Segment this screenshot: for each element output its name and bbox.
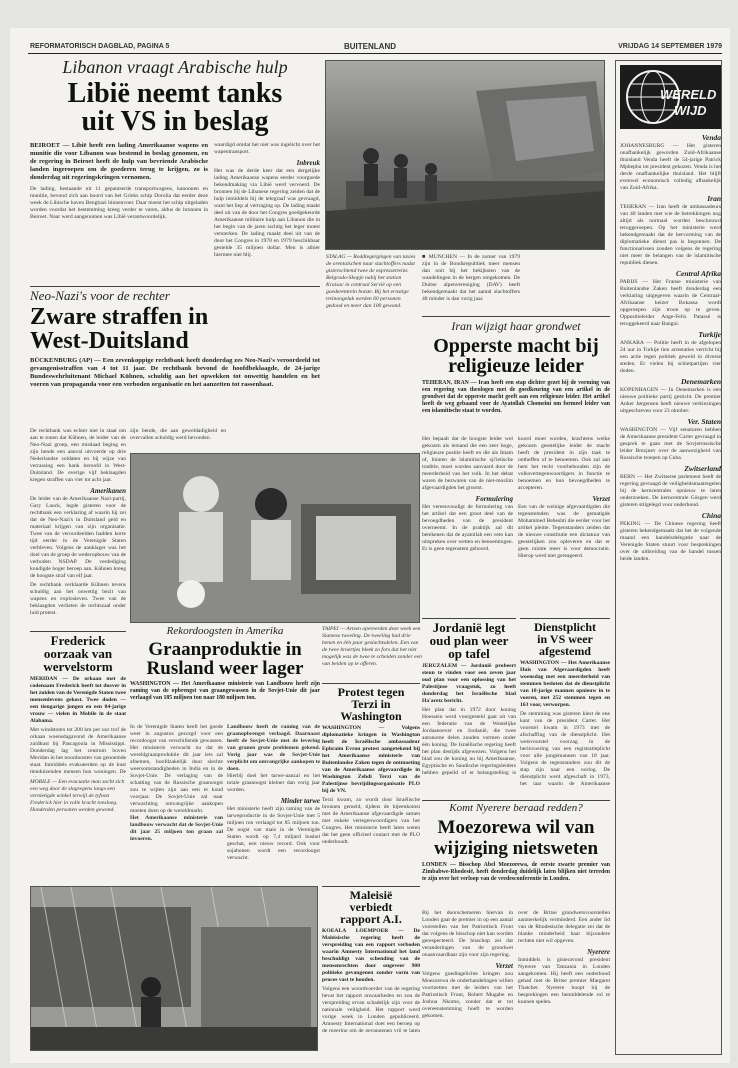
lead-moezorewa: LONDEN — Bisschop Abel Moezorewa, de eerste zwarte premier van Zimbabwe-Rhodesië, heeft donderdag duidelijk laten blijken niet terreden te zijn over het verloop van de vredesconferentie in Londen. (422, 861, 610, 882)
rule-dienstplicht (520, 618, 610, 619)
wereld-item-place: Central Afrika (676, 269, 721, 278)
rule-moezorewa (422, 800, 610, 801)
body-graan-col2: Landbouw heeft de raming van de graanopbrengst verlaagd. Daarnaast heeft de Sovjet-Unie met de levering van granen grote problemen gekend. Vorig jaar was de Sovjet-Unie verplicht om omvangrijke aankopen te doen. (227, 724, 320, 772)
body-dienst: De stemming was gisteren kiest de ene kant van de president Carter. Het voorstel kwam in 1973 met de afschaffing van de dienstplicht. Het wetsvoorstel voorzag in de herinvoering van een registratieplicht voor alle jongemannen van 18 jaar. Volgens de tegenstanders zou dit de stap zijn naar een oorlog. De dienstplicht werd afgeschaft in 1973, het jaar waarin de Amerikaanse (520, 711, 610, 785)
article-iran (422, 316, 610, 616)
lead-graan: WASHINGTON — Het Amerikaanse ministerie van Landbouw heeft zijn raming van de opbrengst van graangewassen in de Sovjet-Unie dit jaar verlaagd van 185 miljoen ton naar 180 miljoen ton. (130, 680, 320, 701)
body-neonazi-col2: zijn bende, die aan geweldadigheid en overvallen schuldig werd bevonden. (130, 428, 226, 441)
body-neonazi-col1: De rechtbank was echter niet in staat om aan te tonen dat Kühnen, de leider van de Neo-Nazi groep, een misdaad beging en zijn bende een aanval uitvoerde op drie Nederlandse soldaten en bij wijze van verrassing een bank beroofd in West-Duitsland. De overige vijf beklaagden kregen straffen van vier tot acht jaar. (30, 428, 126, 483)
article-graan (130, 626, 320, 881)
brief-munchen: ■ MÜNCHEN — In de zomer van 1979 zijn in de Bondsrepubliek meer mensen dan ooit bij het bekijksten van de wandelingen in de bergen omgekomen. De Duitse alpenvereniging (DAV) heeft bekendgemaakt dat het aantal slachtoffers 48 minder is dan vorig jaar. (422, 254, 520, 302)
wereld-item-text: JOHANNESBURG — Het gisteren onafhankelijk geworden Zuid-Afrikaanse thuisland Venda heeft de 54-jarige Patrick Mphephu tot president gekozen. Venda is het derde onafhankelijke thuisland. Het blijft evenwel economisch volledig afhankelijk van Zuid-Afrika. (620, 143, 721, 191)
body-moezorewa-col1b: Volgens goedingelichte kringen zou Moezorewa de onderhandelingen willen voortzetten met de leiders van het Patriottisch Front, Robert Mugabe en Joshua Nkomo, zonder dat er tot overeenstemming hoeft te worden gekomen. (422, 971, 513, 1019)
lead-neonazi: BÜCKENBURG (AP) — Een zevenkoppige rechtbank heeft donderdag zes Neo-Nazi's veroordeeld tot gevangenisstraffen van 4 tot 11 jaar. De rechtbank bevond de hoofdbeklaagde, de 24-jarige Bundeswehrluitenant Michael Kühnen, schuldig aan het opwekken tot onwettig handelen en het voeren van propaganda voor een verboden organisatie en het aanzetten tot rassenhaat. (30, 356, 320, 388)
article-libie (30, 58, 320, 283)
hospital-illustration (131, 454, 420, 623)
headline-dienst-2: in VS weer (537, 632, 593, 646)
body-iran-col1: Het bepaalt dat de hoogste leider wel gekozen als iemand die een zeer hoge, religieuze positie heeft en die als Imam of, binnen de islamitische sji'ietische traditie, moet worden aanvaard door de meerderheid van het volk. In het debat waren de bezwaren van de niet-moslim afgevaardigden het grootst. (422, 436, 513, 491)
wereld-item-place: Iran (707, 194, 721, 203)
rule-terzi (322, 683, 420, 684)
headline-jordanie-3: op tafel (448, 646, 490, 661)
article-moezorewa (422, 800, 610, 1055)
wereld-item-text: PEKING — De Chinese regering heeft gisteren bekendgemaakt dat het de volgende maand een handelsdelegatie naar de Verenigde Staten stuurt voor besprekingen over de uitbreiding van de handel tussen beide landen. (620, 521, 721, 562)
section-title: BUITENLAND (344, 42, 396, 51)
kicker-iran: Iran wijzigt haar grondwet (451, 319, 581, 333)
wereld-item-text: PARIJS — Het Franse ministerie van Buitenlandse Zaken heeft donderdag een verklaring uitgegeven waarin de Centraal-Afrikaanse keizer Bokassa wordt opgeroepen zijn troon op te geven. Oppositieleider Ange-Felix Patassé is teruggekeerd naar Bangui. (620, 279, 721, 327)
sub-formulering: Formulering (475, 495, 513, 503)
body-graan-col2c: Het ministerie heeft zijn raming van de tarweproductie in de Sovjet-Unie met 5 miljoen ton verlaagd tot 85 miljoen ton. De oogst van mais in de Verenigde Staten wordt op 7,4 miljard bushel geschat, een nieuw record. Ook voor sojabonen wordt een recordoogst verwacht. (227, 806, 320, 861)
body-neonazi-col1c: De rechtbank verklaarde Kühnen tevens schuldig aan het onwettig bezit van wapens en explosieven. Twee van de beklaagden verlieten de rechtszaal onder luid protest. (30, 582, 126, 616)
lead-dienst: WASHINGTON — Het Amerikaanse Huis van Afgevaardigden heeft woensdag met een meerderheid van stemmen besloten dat de dienstplicht van 18-jarige mannen opnieuw in te voeren, met 252 stemmen tegen en 163 voor, verworpen. (520, 660, 610, 708)
lead-terzi: WASHINGTON — Volgens diplomatieke kringen in Washington heeft de Israëlische ambassadeur Ephraim Evron protest aangetekend bij het Amerikaanse ministerie van Buitenlandse Zaken tegen de ontmoeting van de Amerikaanse afgevaardigde in Washington Zehdi Terzi van de Palestijnse bevrijdingsorganisatie PLO bij de VN. (322, 725, 420, 794)
rule-neonazi (30, 286, 320, 287)
headline-terzi-3: Washington (340, 709, 402, 723)
headline-graan-1: Graanproduktie in (148, 638, 302, 660)
train-crash-illustration (326, 61, 605, 250)
wereld-item-place: China (701, 511, 721, 520)
rule-maleisie (322, 886, 420, 887)
sub-inbreuk: Inbreuk (296, 158, 320, 167)
body-neonazi-col1b: De leider van de Amerikaanse Nazi-partij, Gary Lauck, legde gisteren voor de rechtbank een verklaring af waarin hij zei dat de Neo-Nazi's in Duitsland geld en materiaal krijgen van zijn organisatie. Twee van de veroordeelden hadden korte tijd eerder in de Verenigde Staten verbleven. Volgens de aanklager was het doel van de groep de wederopbouw van de verboden NSDAP. De verdediging kondigde hoger beroep aan. Kühnen kreeg de hoogste straf van elf jaar. (30, 496, 126, 579)
headline-neonazi-1: Zware straffen in (30, 303, 209, 330)
sub-minder-tarwe: Minder tarwe (280, 797, 320, 805)
wereld-item-place: Ver. Staten (687, 417, 721, 426)
article-dienstplicht (520, 618, 610, 798)
wereld-logo-title: WERELD (660, 87, 717, 102)
caption-mobile: MOBILE — Een evacuatie man zocht zich een weg door de slagregens langs een vernietigde winkel terwijl de tyfoon Frederick hier in volle kracht toesloeg. Honderden personen werden gewond. (30, 779, 125, 813)
headline-libie-1: Libië neemt tanks (67, 77, 283, 109)
headline-maleisie-1: Maleisië (349, 888, 393, 902)
photo-siamese-twins (130, 453, 420, 623)
body-graan-col2b: Hierbij doel het tarwe-aanzal en het totale graanoogst kleiner dan vorig jaar worden. (227, 773, 320, 793)
body-iran-col2: koord moet worden, krachtens welke gekozen geestelijke leider de macht heeft de president in zijn taak te ontheffen of te benoemen. Ook zal aan hem het recht voorbehouden zijn de volksvertegenwoordigers in functie te benoemen en hun bevoegdheden te accepteren. (518, 436, 610, 491)
article-terzi (322, 683, 420, 883)
sub-nyerere: Nyerere (587, 948, 610, 956)
body-graan-col1b: Het Amerikaanse ministerie van landbouw verwacht dat de Sovjet-Unie dit jaar 25 miljoen ton graan zal invoeren. (130, 815, 223, 842)
wereld-item-text: KOPENHAGEN — In Denemarken is een nieuwe politieke partij gesticht. De premier Anker Jørgensen heeft nieuwe verkiezingen uitgeschreven voor 23 oktober. (620, 387, 721, 414)
body-frederick: Met windstoten tot 200 km per uur trof de orkaan woensdagavond de Amerikaanse zuidkust bij Pascagoula in Mississippi. Donderdag lag het centrum boven Meridan in het noordoosten van genoemde staat. Inmiddels evakueerden op de kust tienduizenden mensen hun woningen. De (30, 727, 126, 775)
body-iran-col2b: Een van de weinige afgevaardigden die tegenstemden was de gematigde Mohammed Beheshti die eerder voor het artikel pleitte. Tegenstanders zeiden dat de nieuwe constitutie een dictatuur van geestelijken zou opleveren en dat er geen ruimte meer is voor democratie. Hierop werd niet gereageerd. (518, 504, 610, 559)
headline-neonazi-2: West-Duitsland (30, 327, 189, 354)
body-libie-col3: Het was de derde keer dat een dergelijke lading Amerikaanse wapens eerder voorgoede bekendmaking via Libië werd vervoerd. De bronnen bij de Libanese regering zeiden dat de hulp inmiddels bij de telegraaf was gevraagd, want het liep al vertraging op. De lading maakt deel uit van de door het Congres goedgekeurde Amerikaanse militaire hulp aan Libanon die in het begin van de jaren tachtig het leger moest versterken. De lading maakt deel uit van de door het Congres in 1978 en 1979 beschikbaar gestelde 35 miljoen dollar. Men is alhier hiermee niet blij. (214, 167, 320, 258)
wereld-item-text: BERN — Het Zwitserse parlement heeft de regering gevraagd de veiligheidsmaatregelen bij de kerncentrales opnieuw te laten onderzoeken. De kerncentrale Gösgen werd gisteren stilgelegd voor onderhoud. (620, 474, 721, 508)
photo-storm (30, 886, 318, 1051)
rule-iran (422, 316, 610, 317)
headline-dienst-1: Dienstplicht (533, 620, 596, 634)
body-jordanie: Het plan dat in 1972 door koning Hoessein werd voorgesteld gaat uit van een federatie van de Westelijke Jordaanoever en Jordanië, die twee autonome delen zouden vormen onder één koning. De Israëlische regering heeft het plan destijds afgewezen. Volgens het blad zou de koning nu bij Amerikaanse, Egyptische en Saudische regeringsleiders hebben gepeild of er belangstelling is (422, 707, 516, 776)
headline-maleisie-2: verbiedt (349, 900, 393, 914)
wereld-item-place: Turkije (698, 330, 721, 339)
headline-moezorewa: Moezorewa wil van wijziging nietsweten (433, 816, 599, 859)
article-jordanie (422, 618, 516, 798)
lead-maleisie: KOEALA LOEMPOER — De Maleisische regering heeft de verspreiding van een rapport verboden waarin Amnesty International het land beschuldigt van schending van de mensenrechten door ongeveer 900 politieke gevangenen zonder vorm van proces vast te houden. (322, 928, 420, 983)
headline-terzi-1: Protest tegen (337, 685, 405, 699)
headline-graan-2: Rusland weer lager (146, 657, 304, 679)
article-maleisie (322, 886, 420, 1056)
header-rule (28, 53, 722, 54)
newspaper-page (10, 28, 730, 1063)
body-libie-col2: waardigd omdat het niet was ingelicht over het wapentransport. (214, 141, 320, 155)
article-frederick (30, 631, 126, 821)
rule-frederick (30, 631, 126, 632)
caption-twins: TAIPEI — Artsen opereerden deze week een Siamese tweeling. De tweeling had drie benen en één paar geslachtsdelen. Een van de twee broertjes bleek zo fors dat het niet mogelijk was de twee te scheiden zonder een van beiden op te offeren. (322, 626, 422, 667)
headline-jordanie-1: Jordanië legt (432, 620, 506, 635)
kicker-libie: Libanon vraagt Arabische hulp (62, 58, 288, 77)
headline-frederick-2: oorzaak van (43, 646, 113, 661)
sub-amerikanen: Amerikanen (90, 487, 126, 495)
body-moezorewa-col2b: Inmiddels is gisteravond president Nyerere van Tanzania in Londen aangekomen. Hij heeft een onderhoud gehad met de Britse premier Margaret Thatcher. Nyerere hoopt bij de besprekingen een bemiddelende rol te kunnen spelen. (518, 957, 610, 1005)
sub-verzet-moez: Verzet (495, 962, 513, 970)
body-iran-col1b: Het vereenvoudigt de formulering van het artikel dat een groot deel van de bevoegdheden van de president overneemt. In de praktijk zal dit betekenen dat de ayatollah een veto kan uitspreken over wetten en benoemingen. Er is geen tegenstem gehoord. (422, 504, 513, 552)
photo-train-crash (325, 60, 605, 250)
headline-terzi-2: Terzi in (351, 697, 391, 711)
lead-libie: BEIROET — Libië heeft een lading Amerikaanse wapens en munitie die voor Libanon was bestemd in beslag genomen, en de regering in Beiroet heeft de hulp van bevriende Arabische landen ingeroepen om de goederen terug te krijgen, zo is donderdag uit regeringskringen vernomen. (30, 141, 208, 181)
headline-maleisie-3: rapport A.I. (340, 912, 402, 926)
headline-dienst-3: afgestemd (539, 644, 591, 658)
body-graan-col1: In de Verenigde Staten heeft het goede weer in augustus gezorgd voor een recordoogst van verschillende gewassen. Het ministerie verwacht nu dat de wereldgraanproduktie dit jaar iets zal afnemen, hoofdzakelijk door slechte weersomstandigheden in India en in de Sovjet-Unie. De verlaging van de schatting van de Russische graanoogst zou te wijten zijn aan een te koud voorjaar. De Sovjet-Unie zal naar verwachting omvangrijke aankopen moeten doen op de wereldmarkt. (130, 724, 223, 814)
kicker-moezorewa: Komt Nyerere beraad redden? (449, 802, 583, 814)
rule-jordanie (422, 618, 516, 619)
storm-illustration (31, 887, 318, 1051)
sidebar-wereld-wijd (615, 60, 722, 1055)
headline-frederick-1: Frederick (50, 633, 106, 648)
headline-jordanie-2: oud plan weer (429, 633, 509, 648)
wereld-logo (620, 65, 721, 129)
body-moezorewa-col2: over de Britse grondwetsvoorstellen aanmerkelijk verminderd. Een ander lid van de Rhodesische delegatie zei dat de blanke minderheid haar bijzondere rechten niet wil opgeven. (518, 910, 610, 944)
sub-verzet: Verzet (592, 495, 610, 503)
wereld-item-text: ANKARA — Politie heeft in de afgelopen 24 uur in Turkije tien arrestaties verricht bij een actie tegen politiek geweld in diverse steden. Er vielen bij schietpartijen vier doden. (620, 340, 721, 374)
wereld-item-text: TEHERAN — Iran heeft de ambassadeurs van 40 landen met wie de betrekkingen nog altijd als normaal worden beschouwd teruggeroepen. Op het ministerie werd bekendgemaakt dat de hervorming van de diplomatieke dienst pas is begonnen. De functionarissen zouden volgens de regering niet meer de belangen van de islamitische republiek dienen. (620, 204, 721, 266)
page-header-left: REFORMATORISCH DAGBLAD, PAGINA 5 (30, 43, 170, 50)
headline-iran-2: religieuze leider (448, 354, 584, 377)
kicker-neonazi: Neo-Nazi's voor de rechter (30, 288, 170, 303)
body-libie-col1: De lading, bestaande uit 11 gepantserde transportwagens, kanonnen en munitie, bevond zich aan boord van het Grieks schip Dorolia dat eerder deze week de Libische haven Benghazi binnenvoer. Daar moest het schip uitgeladen worden voordat het bestemming kreeg verder te varen, aldus de bronnen in Beiroet. Naar werd aangenomen was Libië verantwoordelijk. (30, 185, 208, 220)
wereld-item-place: Denemarken (681, 377, 721, 386)
wereld-item-place: Zwitserland (684, 464, 721, 473)
kicker-graan: Rekordoogsten in Amerika (166, 626, 284, 637)
wereld-items (620, 133, 721, 563)
headline-frederick-3: wervelstorm (43, 659, 113, 674)
body-terzi: Terzi kwam, zo wordt door Israëlische bronnen gemeld, tijdens de bijeenkomst met de Amerikaanse afgevaardigde samen met enkele vertegenwoordigers van het Congres. Het ministerie heeft laten weten dat het geen officieel contact met de PLO onderhoudt. (322, 797, 420, 845)
page-date: VRIJDAG 14 SEPTEMBER 1979 (618, 43, 722, 50)
lead-iran: TEHERAN, IRAN — Iran heeft een stap dichter gezet bij de vorming van een regering van theologen met de goedkeuring van een artikel in de grondwet dat de opperste macht geeft aan een religieuze leider. Het artikel heeft de weg gebaand voor de Ayatollah Chomeini om formeel leider van een islamitische staat te worden. (422, 379, 610, 414)
headline-iran-1: Opperste macht bij (433, 334, 599, 357)
article-neonazi (30, 286, 320, 426)
caption-train: STALAG — Roddlegergingen van taxies de orentalschen naar slachtoffers nadat gisterochtend twee de expressetreins Belgrado-Skopje nabij het station Kraisac in centraal Servië op een goederentrein botste. Bij het ernstige treinongeluk werden 60 personen gedood en meer dan 100 gewond. (326, 254, 416, 309)
headline-libie-2: uit VS in beslag (81, 105, 269, 137)
lead-jordanie: JERUZALEM — Jordanië probeert steun te vinden voor een zeven jaar oud plan voor een oplossing van het Palestijnse vraagstuk, zo heeft donderdag het Israëlische blad Ha'aretz bericht. (422, 663, 516, 704)
body-maleisie: Volgens een woordvoerder van de regering bevat het rapport onwaarheden en zou de verspreiding ervan schadelijk zijn voor de nationale veiligheid. Het rapport werd vorige week in Londen gepubliceerd. Amnesty International doet een beroep op de regering om de gevangenen vrij te laten (322, 986, 420, 1032)
body-moezorewa-col1: Bij het doorschemeren hiervan in Londen gaat de premier in op een aantal voorstellen van het Patriottisch Front dat volgens de bisschop niet kan worden gerespecteerd. De bisschop zei dat veranderingen van de grondwet onaanvaardbaar zijn voor zijn regering. (422, 910, 513, 958)
wereld-item-place: Venda (701, 133, 721, 142)
lead-frederick: MERIDAN — De orkaan met de codenaam Frederick heeft tot dusver in het zuiden van de Verenigde Staten twee mensenlevens gekost. Twee doden — een tiengarige jongen en een 84-jarige vrouw — vielen in Mobile in de staat Alabama. (30, 676, 126, 724)
wereld-logo-sub: WIJD (674, 103, 707, 118)
wereld-item-text: WASHINGTON — Vijf senatoren hebben de Amerikaanse president Carter gevraagd in gesprek te gaan met de Sovjetrussische leider Brezjnev over de aanwezigheid van Russische troepen op Cuba. (620, 427, 721, 461)
